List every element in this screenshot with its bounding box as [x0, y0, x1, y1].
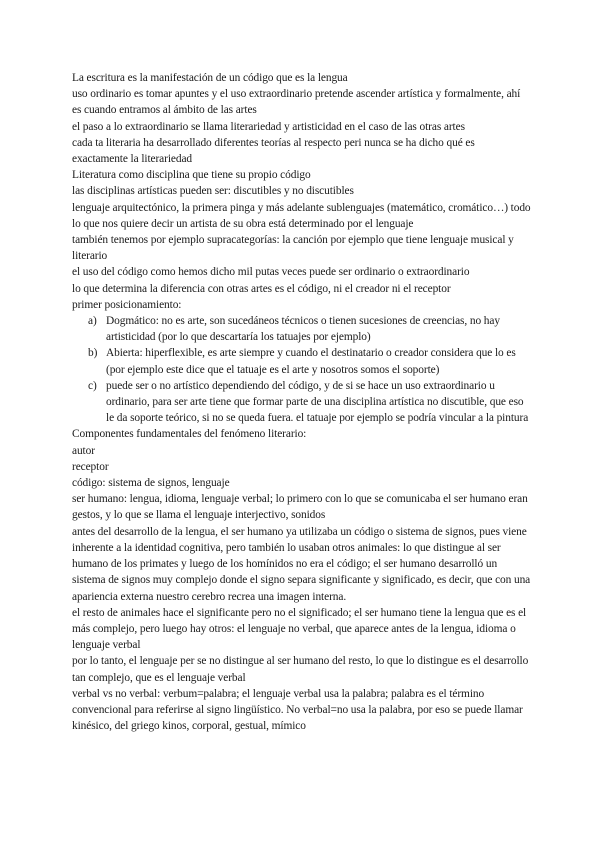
paragraph: las disciplinas artísticas pueden ser: discutibles y no discutibles: [72, 185, 354, 198]
list-marker: c): [88, 379, 97, 392]
list-item: [72, 313, 532, 345]
paragraph: por lo tanto, el lenguaje per se no distingue al ser humano del resto, lo que lo distingue es el desarrollo tan complejo, que es el lenguaje verbal: [72, 655, 529, 684]
paragraph: antes del desarrollo de la lengua, el ser humano ya utilizaba un código o sistema de signos, pues viene inherente a la identidad cognitiva, pero también lo usaban otros animales: lo que distingue al ser humano de los primates y luego de los homínidos no era el código; el ser humano desarrolló un sistema de signos muy complejo donde el signo separa significante y significado, es decir, que con una apariencia externa nuestro cerebro recrea una imagen interna.: [72, 525, 531, 603]
component-item: autor: [72, 444, 95, 457]
paragraph: cada ta literaria ha desarrollado diferentes teorías al respecto peri nunca se ha dicho qué es exactamente la literariedad: [72, 136, 475, 166]
component-item: receptor: [72, 460, 109, 473]
list-item-text: Abierta: hiperflexible, es arte siempre y cuando el destinatario o creador considera que lo es (por ejemplo este dice que el tatuaje es el arte y nosotros somos el soporte): [106, 347, 516, 376]
heading-literature-discipline: Literatura como disciplina que tiene su propio código: [72, 169, 311, 182]
paragraph: el paso a lo extraordinario se llama literariedad y artisticidad en el caso de las otras artes: [72, 120, 465, 133]
list-intro: primer posicionamiento:: [72, 298, 182, 311]
document-page: [72, 70, 532, 734]
paragraph: el resto de animales hace el significante pero no el significado; el ser humano tiene la lengua que es el más complejo, pero luego hay otros: el lenguaje no verbal, que aparece antes de la lengua, idioma o lenguaje verbal: [72, 606, 527, 652]
paragraph: La escritura es la manifestación de un código que es la lengua: [72, 72, 348, 84]
list-marker: b): [88, 347, 98, 360]
paragraph: uso ordinario es tomar apuntes y el uso extraordinario pretende ascender artística y formalmente, ahí es cuando entramos al ámbito de las artes: [72, 88, 521, 117]
list-marker: a): [88, 315, 97, 328]
list-item-text: puede ser o no artístico dependiendo del código, y de si se hace un uso extraordinario u ordinario, para ser arte tiene que formar parte de una disciplina artística no discutible, que eso le da soporte teórico, si no se queda fuera. el tatuaje por ejemplo se podría vincular a la pintura: [106, 379, 529, 425]
component-item: código: sistema de signos, lenguaje: [72, 477, 230, 490]
list-item: [72, 378, 532, 427]
positions-list: [72, 313, 532, 426]
list-item: [72, 345, 532, 377]
paragraph: el uso del código como hemos dicho mil putas veces puede ser ordinario o extraordinario: [72, 266, 470, 279]
paragraph: lo que determina la diferencia con otras artes es el código, ni el creador ni el receptor: [72, 282, 451, 295]
paragraph: lenguaje arquitectónico, la primera pinga y más adelante sublenguajes (matemático, cromático…) todo lo que nos quiere decir un artista de su obra está determinado por el lenguaje: [72, 201, 531, 230]
paragraph: también tenemos por ejemplo supracategorías: la canción por ejemplo que tiene lenguaje musical y literario: [72, 234, 514, 263]
list-item-text: Dogmático: no es arte, son sucedáneos técnicos o tienen sucesiones de creencias, no hay artisticidad (por lo que descartaría los tatuajes por ejemplo): [106, 315, 500, 344]
paragraph: verbal vs no verbal: verbum=palabra; el lenguaje verbal usa la palabra; palabra es el término convencional para referirse al signo lingüístico. No verbal=no usa la palabra, por eso se puede llamar kinésico, del griego kinos, corporal, gestual, mímico: [72, 687, 523, 733]
paragraph: ser humano: lengua, idioma, lenguaje verbal; lo primero con lo que se comunicaba el ser humano eran gestos, y lo que se llama el lenguaje interjectivo, sonidos: [72, 493, 528, 522]
heading-components: Componentes fundamentales del fenómeno literario:: [72, 428, 307, 441]
